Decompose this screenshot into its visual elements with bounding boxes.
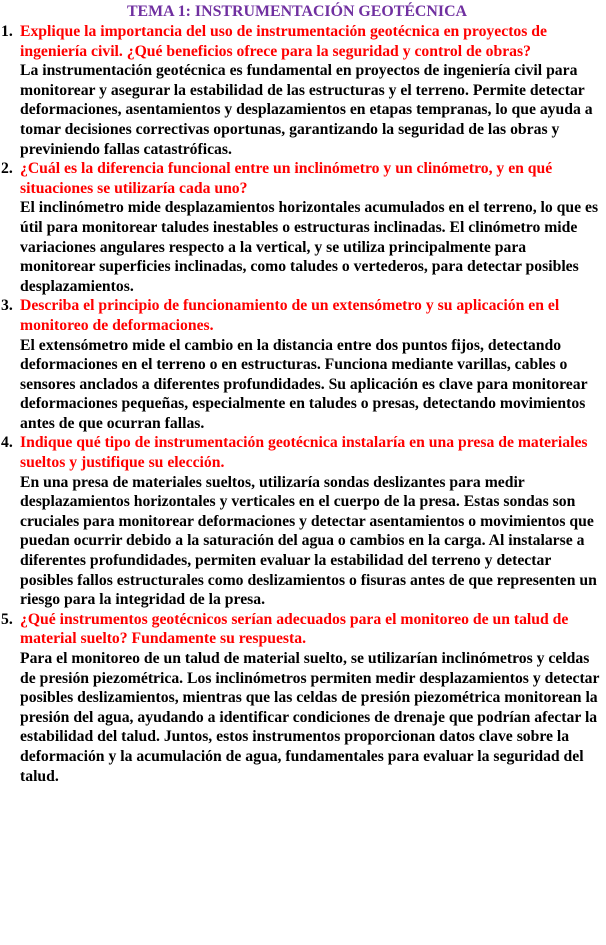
- question-item-2: [0, 159, 606, 296]
- question-number: 4.: [1, 434, 13, 452]
- page-title: TEMA 1: INSTRUMENTACIÓN GEOTÉCNICA: [126, 3, 468, 20]
- question-number: 3.: [1, 297, 13, 315]
- answer-text: En una presa de materiales sueltos, utilizaría sondas deslizantes para medir desplazamientos horizontales y verticales en el cuerpo de la presa. Estas sondas son cruciales para monitorear deformaciones y detectar asentamientos o movimientos que puedan ocurrir debido a la saturación del agua o cambios en la carga. Al instalarse a diferentes profundidades, permiten evaluar la estabilidad del terreno y detectar posibles fallos estructurales como deslizamientos o fisuras antes de que representen un riesgo para la integridad de la presa.: [20, 473, 597, 609]
- answer-text: El extensómetro mide el cambio en la distancia entre dos puntos fijos, detectando deformaciones en el terreno o en estructuras. Funciona mediante varillas, cables o sensores anclados a diferentes profundidades. Su aplicación es clave para monitorear deformaciones pequeñas, especialmente en taludes o presas, detectando movimientos antes de que ocurran fallas.: [20, 336, 588, 432]
- question-text: Indique qué tipo de instrumentación geotécnica instalaría en una presa de materiales sueltos y justifique su elección.: [20, 434, 588, 472]
- question-list: [0, 22, 606, 786]
- question-item-5: [0, 610, 606, 786]
- question-number: 2.: [1, 160, 13, 178]
- question-item-4: [0, 433, 606, 609]
- question-item-3: [0, 296, 606, 433]
- question-item-1: [0, 22, 606, 159]
- question-number: 1.: [1, 23, 13, 40]
- answer-text: La instrumentación geotécnica es fundamental en proyectos de ingeniería civil para monitorear y asegurar la estabilidad de las estructuras y el terreno. Permite detectar deformaciones, asentamientos y desplazamientos en etapas tempranas, lo que ayuda a tomar decisiones correctivas oportunas, garantizando la seguridad de las obras y previniendo fallas catastróficas.: [20, 62, 593, 158]
- answer-text: El inclinómetro mide desplazamientos horizontales acumulados en el terreno, lo que es útil para monitorear taludes inestables o estructuras inclinadas. El clinómetro mide variaciones angulares respecto a la vertical, y se utiliza principalmente para monitorear superficies inclinadas, como taludes o vertederos, para detectar posibles desplazamientos.: [20, 199, 599, 295]
- question-text: ¿Qué instrumentos geotécnicos serían adecuados para el monitoreo de un talud de material suelto? Fundamente su respuesta.: [20, 610, 569, 648]
- question-text: Describa el principio de funcionamiento de un extensómetro y su aplicación en el monitoreo de deformaciones.: [20, 297, 560, 334]
- question-number: 5.: [1, 610, 13, 628]
- question-text: Explique la importancia del uso de instrumentación geotécnica en proyectos de ingeniería civil. ¿Qué beneficios ofrece para la seguridad y control de obras?: [20, 23, 547, 60]
- answer-text: Para el monitoreo de un talud de material suelto, se utilizarían inclinómetros y celdas de presión piezométrica. Los inclinómetros permiten medir desplazamientos y detectar posibles deslizamientos, mientras que las celdas de presión piezométrica monitorean la presión del agua, ayudando a identificar condiciones de drenaje que podrían afectar la estabilidad del talud. Juntos, estos instrumentos proporcionan datos clave sobre la deformación y la acumulación de agua, fundamentales para evaluar la seguridad del talud.: [20, 650, 600, 785]
- question-text: ¿Cuál es la diferencia funcional entre un inclinómetro y un clinómetro, y en qué situaciones se utilizaría cada uno?: [20, 160, 553, 197]
